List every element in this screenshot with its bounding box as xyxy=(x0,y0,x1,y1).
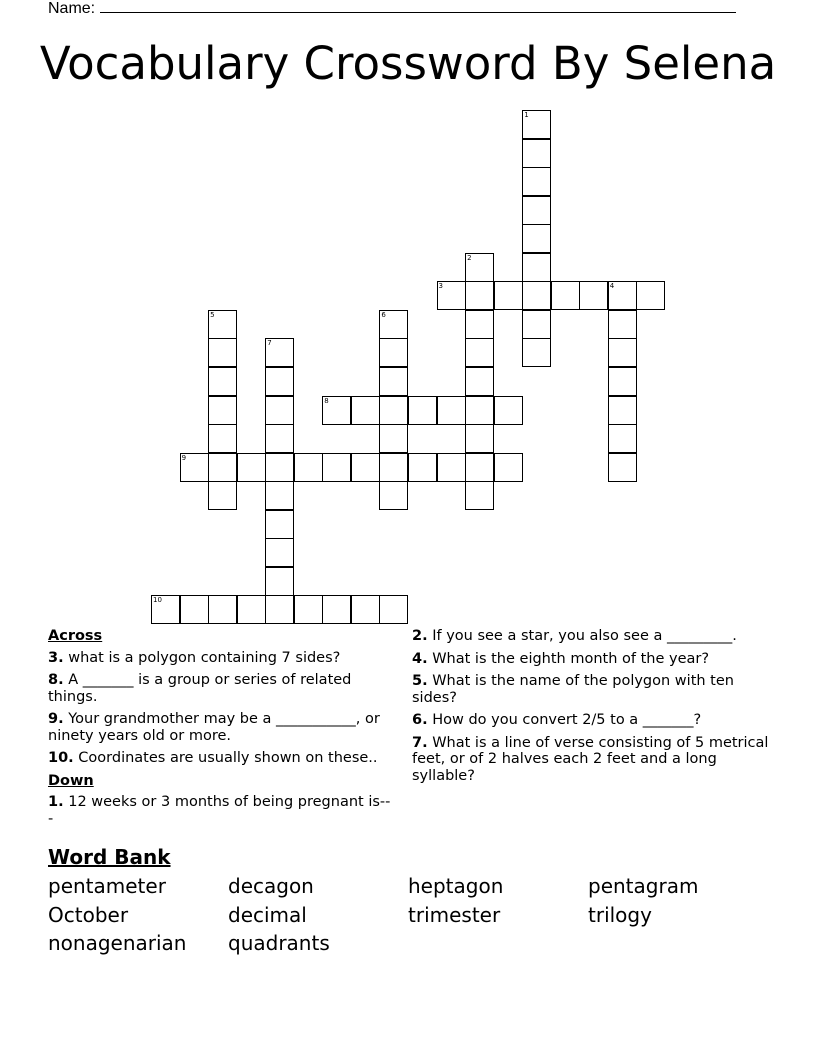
grid-cell[interactable] xyxy=(522,338,551,367)
clue-number: 5 xyxy=(210,310,215,319)
grid-cell[interactable] xyxy=(608,453,637,482)
clue-number: 6 xyxy=(381,310,386,319)
grid-cell[interactable] xyxy=(608,310,637,339)
grid-cell[interactable] xyxy=(265,595,294,624)
grid-cell[interactable] xyxy=(265,367,294,396)
grid-cell[interactable] xyxy=(408,453,437,482)
grid-cell[interactable] xyxy=(208,338,237,367)
grid-cell[interactable] xyxy=(494,281,523,310)
grid-cell[interactable] xyxy=(494,396,523,425)
grid-cell[interactable] xyxy=(379,424,408,453)
clue-across-10: 10. Coordinates are usually shown on these.. xyxy=(48,750,378,766)
clue-down-1: 1. 12 weeks or 3 months of being pregnant is--- xyxy=(48,794,391,827)
grid-cell[interactable] xyxy=(294,453,323,482)
grid-cell[interactable] xyxy=(437,281,466,310)
grid-cell[interactable] xyxy=(522,139,551,168)
grid-cell[interactable] xyxy=(636,281,665,310)
grid-cell[interactable] xyxy=(551,281,580,310)
grid-cell[interactable] xyxy=(522,110,551,139)
grid-cell[interactable] xyxy=(465,396,494,425)
clue-down-2: 2. If you see a star, you also see a _________. xyxy=(412,628,737,644)
grid-cell[interactable] xyxy=(379,595,408,624)
grid-cell[interactable] xyxy=(465,310,494,339)
clue-down-4: 4. What is the eighth month of the year? xyxy=(412,650,710,667)
grid-cell[interactable] xyxy=(437,396,466,425)
clue-number: 8 xyxy=(324,396,329,405)
clue-number: 3 xyxy=(438,282,443,291)
grid-cell[interactable] xyxy=(465,281,494,310)
grid-cell[interactable] xyxy=(608,367,637,396)
grid-cell[interactable] xyxy=(208,453,237,482)
grid-cell[interactable] xyxy=(465,424,494,453)
clue-across-3: 3. what is a polygon containing 7 sides? xyxy=(48,649,341,666)
grid-cell[interactable] xyxy=(294,595,323,624)
grid-cell[interactable] xyxy=(608,281,637,310)
grid-cell[interactable] xyxy=(608,424,637,453)
grid-cell[interactable] xyxy=(379,396,408,425)
clue-number: 10 xyxy=(153,596,162,605)
clue-number: 9 xyxy=(181,453,187,462)
grid-cell[interactable] xyxy=(265,396,294,425)
grid-cell[interactable] xyxy=(522,281,551,310)
word-bank-item: trilogy xyxy=(588,902,652,927)
grid-cell[interactable] xyxy=(465,253,494,282)
clue-down-5: 5. What is the name of the polygon with ten sides? xyxy=(412,673,734,706)
grid-cell[interactable] xyxy=(437,453,466,482)
clue-number: 4 xyxy=(609,282,615,291)
across-heading: Across xyxy=(48,628,103,644)
word-bank-item: trimester xyxy=(408,902,501,927)
grid-cell[interactable] xyxy=(608,396,637,425)
grid-cell[interactable] xyxy=(522,196,551,225)
grid-cell[interactable] xyxy=(465,367,494,396)
grid-cell[interactable] xyxy=(180,595,209,624)
puzzle-title: Vocabulary Crossword By Selena xyxy=(39,37,777,90)
grid-cell[interactable] xyxy=(208,481,237,510)
clue-across-9: 9. Your grandmother may be a ___________, or ninety years old or more. xyxy=(48,711,380,744)
word-bank-item: October xyxy=(48,902,129,927)
clue-down-7: 7. What is a line of verse consisting of 5 metrical feet, or of 2 halves each 2 feet and a long syllable? xyxy=(412,734,769,784)
word-bank-title: Word Bank xyxy=(48,845,171,869)
word-bank-item: pentagram xyxy=(588,874,699,898)
grid-cell[interactable] xyxy=(265,424,294,453)
word-bank-item: nonagenarian xyxy=(48,931,187,955)
grid-cell[interactable] xyxy=(322,595,351,624)
grid-cell[interactable] xyxy=(208,396,237,425)
grid-cell[interactable] xyxy=(265,538,294,567)
grid-cell[interactable] xyxy=(379,453,408,482)
clues-left-column xyxy=(48,628,393,833)
clue-number: 7 xyxy=(267,339,272,348)
grid-cell[interactable] xyxy=(208,595,237,624)
word-bank-item: decimal xyxy=(228,902,307,927)
grid-cell[interactable] xyxy=(494,453,523,482)
grid-cell[interactable] xyxy=(322,453,351,482)
grid-cell[interactable] xyxy=(522,253,551,282)
grid-cell[interactable] xyxy=(379,310,408,339)
grid-cell[interactable] xyxy=(208,310,237,339)
clue-down-6: 6. How do you convert 2/5 to a _______? xyxy=(412,712,702,728)
grid-cell[interactable] xyxy=(522,167,551,196)
grid-cell[interactable] xyxy=(351,595,380,624)
word-bank xyxy=(48,874,768,960)
grid-cell[interactable] xyxy=(265,338,294,367)
grid-cell[interactable] xyxy=(465,338,494,367)
grid-cell[interactable] xyxy=(379,481,408,510)
clues-right-column xyxy=(412,628,777,790)
clue-across-8: 8. A _______ is a group or series of related things. xyxy=(48,672,352,705)
word-bank-item: heptagon xyxy=(408,874,504,898)
grid-cell[interactable] xyxy=(465,453,494,482)
name-label: Name: xyxy=(48,0,96,17)
grid-cell[interactable] xyxy=(522,310,551,339)
grid-cell[interactable] xyxy=(579,281,608,310)
grid-cell[interactable] xyxy=(237,453,266,482)
clue-number: 1 xyxy=(524,111,529,119)
grid-cell[interactable] xyxy=(237,595,266,624)
grid-cell[interactable] xyxy=(265,510,294,539)
down-heading: Down xyxy=(48,772,94,789)
grid-cell[interactable] xyxy=(379,338,408,367)
grid-cell[interactable] xyxy=(151,595,180,624)
grid-cell[interactable] xyxy=(180,453,209,482)
word-bank-item: quadrants xyxy=(228,931,330,955)
grid-cell[interactable] xyxy=(265,453,294,482)
grid-cell[interactable] xyxy=(265,481,294,510)
grid-cell[interactable] xyxy=(465,481,494,510)
grid-cell[interactable] xyxy=(408,396,437,425)
grid-cell[interactable] xyxy=(265,567,294,596)
grid-cell[interactable] xyxy=(351,453,380,482)
grid-cell[interactable] xyxy=(208,367,237,396)
grid-cell[interactable] xyxy=(379,367,408,396)
clue-number: 2 xyxy=(467,253,472,262)
grid-cell[interactable] xyxy=(322,396,351,425)
grid-cell[interactable] xyxy=(351,396,380,425)
grid-cell[interactable] xyxy=(208,424,237,453)
grid-cell[interactable] xyxy=(608,338,637,367)
grid-cell[interactable] xyxy=(522,224,551,253)
word-bank-item: decagon xyxy=(228,874,314,898)
word-bank-item: pentameter xyxy=(48,874,166,898)
